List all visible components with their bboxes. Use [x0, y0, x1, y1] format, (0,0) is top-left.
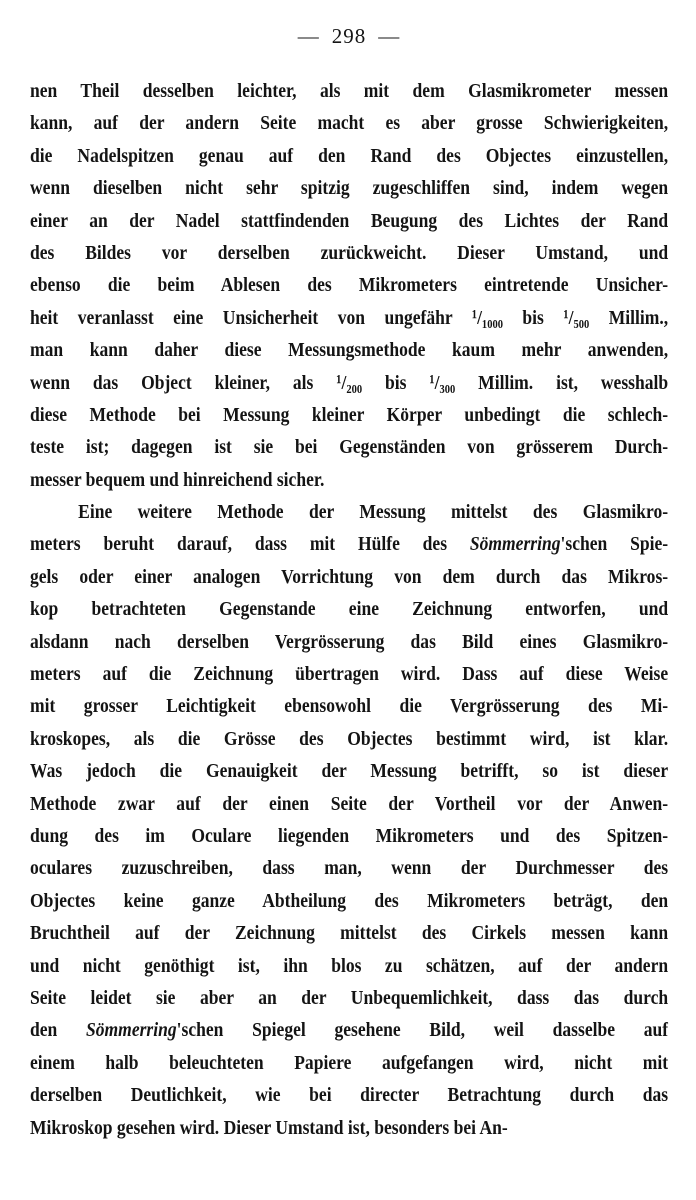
text-segment: wenn dieselben nicht sehr spitzig zugeschliffen sind, indem wegen	[30, 177, 669, 200]
text-line	[30, 852, 668, 884]
text-segment: und nicht genöthigt ist, ihn blos zu schätzen, auf der andern	[30, 954, 669, 977]
body-text-inner	[30, 75, 668, 1144]
text-line	[30, 302, 668, 334]
text-line	[30, 885, 668, 917]
text-line	[30, 367, 668, 399]
body-text	[30, 75, 669, 1144]
text-segment: kroskopes, als die Grösse des Objectes bestimmt wird, ist klar.	[30, 727, 669, 750]
text-segment: gels oder einer analogen Vorrichtung von dem durch das Mikros-	[30, 565, 669, 588]
text-segment: derselben Deutlichkeit, wie bei directer Betrachtung durch das	[30, 1084, 669, 1107]
text-line	[30, 788, 668, 820]
text-line	[30, 464, 668, 496]
text-line	[30, 528, 668, 560]
text-line	[30, 496, 668, 528]
text-segment: meters auf die Zeichnung übertragen wird. Dass auf diese Weise	[30, 663, 669, 686]
text-line	[30, 820, 668, 852]
text-segment: Objectes keine ganze Abtheilung des Mikrometers beträgt, den	[30, 889, 669, 912]
text-segment: dung des im Oculare liegenden Mikrometers und des Spitzen-	[30, 824, 669, 847]
text-segment: Mikroskop gesehen wird. Dieser Umstand ist, besonders bei An-	[30, 1116, 508, 1139]
text-line	[30, 723, 668, 755]
text-segment: nen Theil desselben leichter, als mit dem Glasmikrometer messen	[30, 80, 669, 102]
text-segment: heit veranlasst eine Unsicherheit von ungefähr ¹/₁₀₀₀ bis ¹/₅₀₀ Millim.,	[30, 306, 669, 329]
text-segment: Bruchtheil auf der Zeichnung mittelst des Cirkels messen kann	[30, 922, 669, 945]
text-line	[30, 269, 668, 301]
text-line	[30, 334, 668, 366]
text-line	[30, 561, 668, 593]
text-line	[30, 107, 668, 139]
text-segment: wenn das Object kleiner, als ¹/₂₀₀ bis ¹/₃₀₀ Millim. ist, wesshalb	[30, 371, 669, 394]
text-line	[30, 399, 668, 431]
text-line	[30, 431, 668, 463]
text-line	[30, 658, 668, 690]
text-line	[30, 205, 668, 237]
text-segment: diese Methode bei Messung kleiner Körper unbedingt die schlech-	[30, 403, 669, 426]
text-segment: einer an der Nadel stattfindenden Beugung des Lichtes der Rand	[30, 209, 669, 232]
italic-name: Sömmerring	[86, 1019, 177, 1042]
header-dash-left: —	[297, 24, 320, 48]
text-line	[30, 950, 668, 982]
text-segment: einem halb beleuchteten Papiere aufgefangen wird, nicht mit	[30, 1051, 669, 1074]
text-line	[30, 75, 668, 107]
text-line	[30, 1014, 668, 1046]
text-segment: Seite leidet sie aber an der Unbequemlichkeit, dass das durch	[30, 986, 669, 1009]
text-line	[30, 237, 668, 269]
header-dash-right: —	[378, 24, 401, 48]
text-segment: kann, auf der andern Seite macht es aber grosse Schwierigkeiten,	[30, 112, 669, 135]
text-line	[30, 755, 668, 787]
text-line	[30, 1047, 668, 1079]
text-segment: meters beruht darauf, dass mit Hülfe des	[30, 533, 470, 556]
text-line	[30, 982, 668, 1014]
page-number: 298	[331, 24, 367, 48]
text-segment: teste ist; dagegen ist sie bei Gegenständen von grösserem Durch-	[30, 436, 669, 459]
text-segment: alsdann nach derselben Vergrösserung das Bild eines Glasmikro-	[30, 630, 669, 653]
text-segment: man kann daher diese Messungsmethode kaum mehr anwenden,	[30, 339, 669, 362]
text-line	[30, 917, 668, 949]
text-segment: Eine weitere Methode der Messung mittelst des Glasmikro-	[78, 501, 669, 524]
text-segment: den	[30, 1019, 87, 1042]
text-line	[30, 690, 668, 722]
text-line	[30, 626, 668, 658]
text-segment: Was jedoch die Genauigkeit der Messung betrifft, so ist dieser	[30, 760, 669, 783]
page-header	[30, 24, 668, 49]
text-segment: mit grosser Leichtigkeit ebensowohl die Vergrösserung des Mi-	[30, 695, 669, 718]
text-line	[30, 593, 668, 625]
text-segment: die Nadelspitzen genau auf den Rand des Objectes einzustellen,	[30, 144, 669, 167]
text-segment: Methode zwar auf der einen Seite der Vortheil vor der Anwen-	[30, 792, 669, 815]
text-line	[30, 172, 668, 204]
text-line	[30, 140, 668, 172]
text-segment: 'schen Spiegel gesehene Bild, weil dasselbe auf	[176, 1019, 669, 1042]
text-segment: kop betrachteten Gegenstande eine Zeichnung entworfen, und	[30, 598, 669, 621]
text-line	[30, 1079, 668, 1111]
text-line	[30, 1112, 668, 1144]
italic-name: Sömmerring	[469, 533, 561, 556]
book-page	[30, 0, 668, 1200]
text-segment: ebenso die beim Ablesen des Mikrometers eintretende Unsicher-	[30, 274, 669, 297]
text-segment: 'schen Spie-	[560, 533, 669, 556]
text-segment: oculares zuzuschreiben, dass man, wenn der Durchmesser des	[30, 857, 669, 880]
text-segment: des Bildes vor derselben zurückweicht. Dieser Umstand, und	[30, 241, 669, 264]
text-segment: messer bequem und hinreichend sicher.	[30, 468, 325, 491]
